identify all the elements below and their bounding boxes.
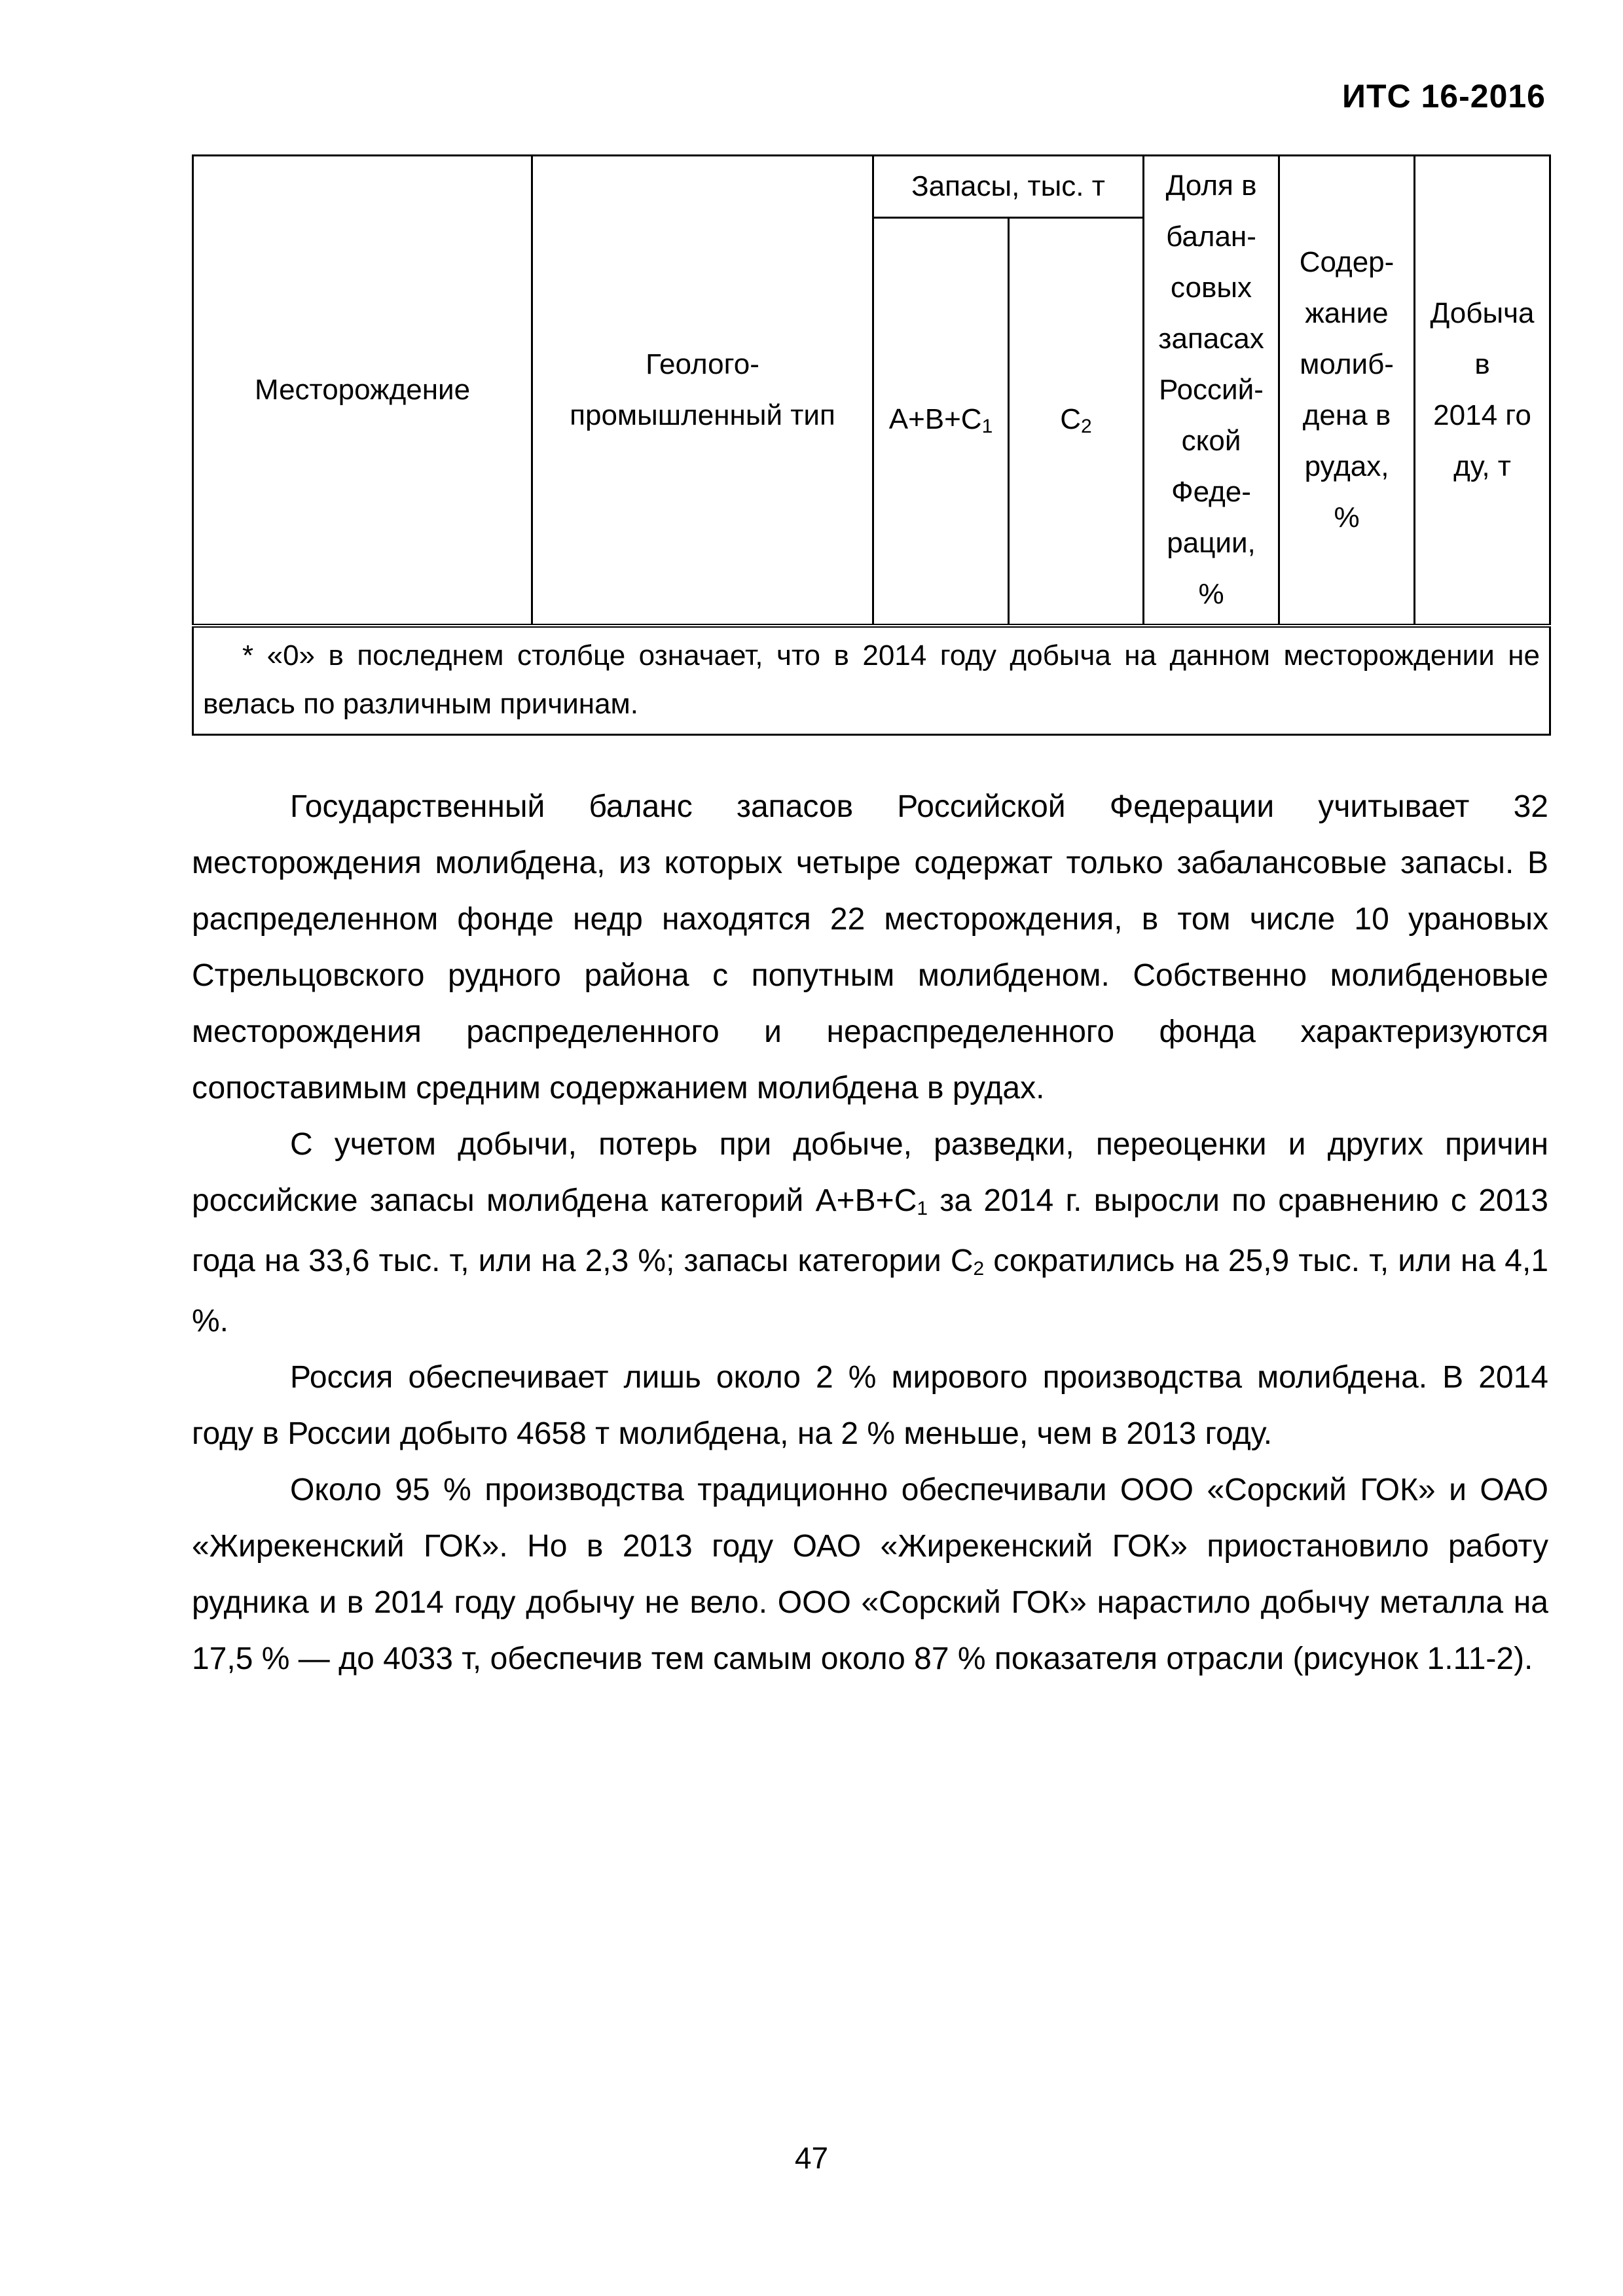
header-deposit: Месторождение (193, 156, 532, 626)
deposits-table (192, 154, 1551, 736)
share-line: % (1198, 578, 1224, 610)
output-line: ду, т (1453, 450, 1511, 482)
content-line: % (1334, 501, 1360, 533)
c2-subscript: 2 (1081, 416, 1092, 437)
header-reserves-c2 (1009, 218, 1144, 626)
document-code: ИТС 16-2016 (1342, 78, 1546, 115)
share-line: Россий- (1159, 374, 1264, 406)
paragraph-2-subscript-2: 2 (973, 1258, 985, 1280)
output-line: Добыча (1430, 297, 1535, 329)
share-line: балан- (1166, 221, 1256, 253)
share-line: Феде- (1171, 476, 1251, 508)
paragraph-2 (192, 1117, 1548, 1350)
paragraph-4: Около 95 % производства традиционно обеспечивали ООО «Сорский ГОК» и ОАО «Жирекенский ГОК». Но в 2013 году ОАО «Жирекенский ГОК» приостановило работу рудника и в 2014 году добычу не вело. ООО «Сорский ГОК» нарастило добычу металла на 17,5 % — до 4033 т, обеспечив тем самым около 87 % показателя отрасли (рисунок 1.11-2). (192, 1473, 1548, 1676)
paragraph-3: Россия обеспечивает лишь около 2 % мирового производства молибдена. В 2014 году в России добыто 4658 т молибдена, на 2 % меньше, чем в 2013 году. (192, 1360, 1548, 1451)
header-reserves: Запасы, тыс. т (873, 156, 1144, 218)
content-line: молиб- (1300, 348, 1394, 380)
header-output-2014 (1415, 156, 1550, 626)
header-share-of-reserves (1144, 156, 1279, 626)
table-footnote: * «0» в последнем столбце означает, что в 2014 году добыча на данном месторождении не велась по различным причинам. (193, 626, 1550, 735)
body-text (192, 779, 1548, 1687)
share-line: запасах (1158, 323, 1264, 355)
paragraph-2-part-b: за 2014 г. выросли по сравнению с 2013 года на 33,6 тыс. т, или на 2,3 %; запасы категории С (192, 1183, 1548, 1278)
header-molybdenum-content (1279, 156, 1415, 626)
paragraph-2-part-a: С учетом добычи, потерь при добыче, разведки, переоценки и других причин российские запасы молибдена категорий А+В+С (192, 1127, 1548, 1218)
output-line: 2014 го (1433, 399, 1531, 431)
header-geological-type-line2: промышленный тип (570, 399, 835, 431)
paragraph-2-subscript-1: 1 (917, 1198, 928, 1219)
content-line: жание (1305, 297, 1389, 329)
header-geological-type-line1: Геолого- (646, 348, 759, 380)
content-line: Содер- (1299, 246, 1395, 278)
header-geological-type (532, 156, 873, 626)
page-number: 47 (794, 2141, 829, 2175)
output-line: в (1474, 348, 1490, 380)
header-reserves-abc1 (873, 218, 1009, 626)
content-line: рудах, (1304, 450, 1389, 482)
content-line: дена в (1302, 399, 1391, 431)
share-line: совых (1171, 272, 1252, 304)
paragraph-1: Государственный баланс запасов Российской Федерации учитывает 32 месторождения молибдена, из которых четыре содержат только забалансовые запасы. В распределенном фонде недр находятся 22 месторождения, в том числе 10 урановых Стрельцовского рудного района с попутным молибденом. Собственно молибденовые месторождения распределенного и нераспределенного фонда характеризуются сопоставимым средним содержанием молибдена в рудах. (192, 789, 1548, 1105)
paragraph-2-part-c: сократились на 25,9 тыс. т, или на 4,1 %. (192, 1244, 1549, 1338)
abc-label: А+В+С (888, 403, 982, 435)
share-line: Доля в (1165, 170, 1257, 202)
share-line: рации, (1167, 527, 1256, 559)
c2-label: С (1060, 403, 1082, 435)
share-line: ской (1181, 425, 1241, 457)
abc-subscript: 1 (981, 416, 993, 437)
